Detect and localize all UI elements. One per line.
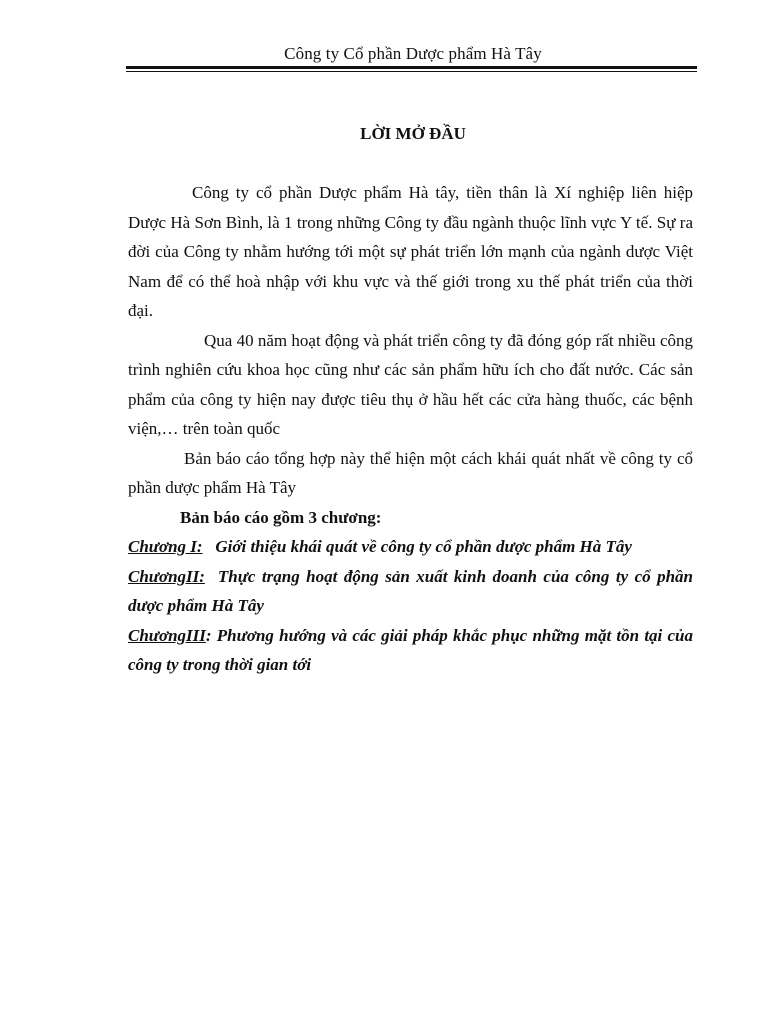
chapter-text: Thực trạng hoạt động sản xuất kinh doanh của công ty cổ phần dược phẩm Hà Tây: [128, 566, 693, 615]
report-paragraph: Bản báo cáo tổng hợp này thể hiện một cách khái quát nhất về công ty cổ phần dược phẩm Hà Tây: [128, 448, 693, 497]
chapter-item: [128, 532, 693, 562]
intro-paragraph: Công ty cổ phần Dược phẩm Hà tây, tiền thân là Xí nghiệp liên hiệp Dược Hà Sơn Bình, là 1 trong những Công ty đầu ngành thuộc lĩnh vực Y tế. Sự ra đời của Công ty nhằm hướng tới một sự phát triển lớn mạnh của ngành dược Việt Nam để có thể hoà nhập với khu vực và thế giới trong xu thế phát triển của thời đại.: [128, 183, 693, 320]
header-rule-thick: [126, 66, 697, 69]
chapter-item: [128, 562, 693, 621]
chapter-item: [128, 621, 693, 680]
chapter-summary-lead: Bản báo cáo gồm 3 chương:: [180, 507, 382, 527]
chapter-label: Chương I:: [128, 537, 203, 556]
chapter-text: Giới thiệu khái quát về công ty cổ phần dược phẩm Hà Tây: [215, 537, 632, 556]
page-header: Công ty Cổ phần Dược phẩm Hà Tây: [284, 44, 542, 63]
chapter-label: ChươngIII: [128, 625, 206, 645]
document-body: [128, 178, 693, 680]
chapter-label: ChươngII:: [128, 566, 205, 586]
chapter-text: : Phương hướng và các giải pháp khắc phục những mặt tồn tại của công ty trong thời gian tới: [128, 625, 693, 674]
history-paragraph: Qua 40 năm hoạt động và phát triển công ty đã đóng góp rất nhiều công trình nghiên cứu khoa học cũng như các sản phẩm hữu ích cho đất nước. Các sản phẩm của công ty hiện nay được tiêu thụ ở hầu hết các cửa hàng thuốc, các bệnh viện,… trên toàn quốc: [128, 330, 693, 438]
header-rule-thin: [126, 71, 697, 72]
page-title: LỜI MỞ ĐẦU: [360, 124, 466, 143]
